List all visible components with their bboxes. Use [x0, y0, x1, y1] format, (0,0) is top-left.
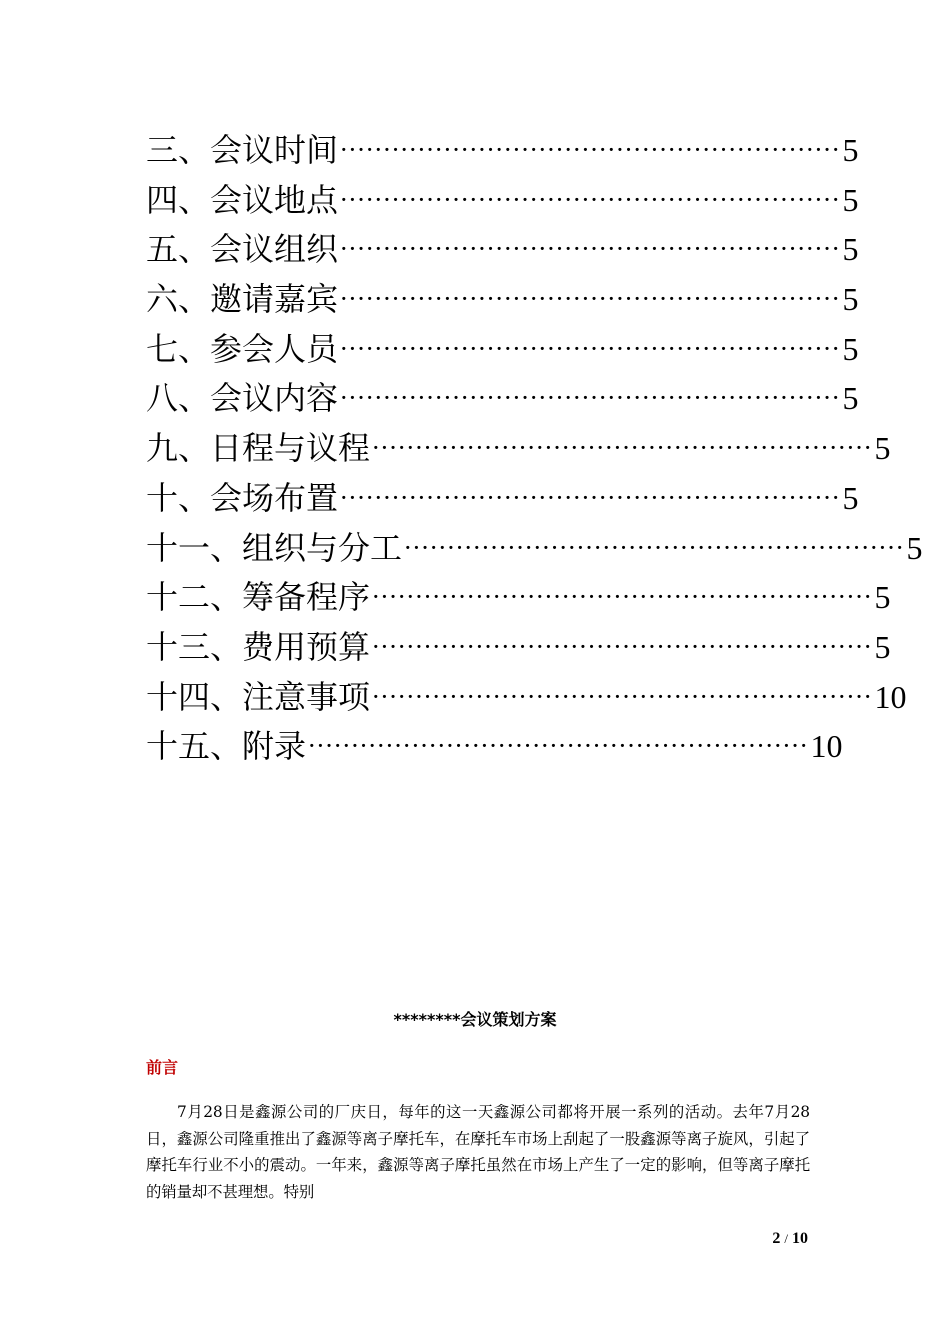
toc-entry-page: 5: [906, 529, 923, 566]
toc-dot-leader: ··························································: [340, 235, 841, 264]
toc-entry-label: 十四、注意事项: [146, 677, 371, 716]
total-page-count: 10: [792, 1230, 808, 1247]
toc-entry-label: 十、会场布置: [146, 478, 339, 517]
toc-entry-label: 七、参会人员: [146, 329, 339, 368]
toc-dot-leader: ··························································: [372, 434, 873, 463]
toc-dot-leader: ··························································: [308, 732, 809, 761]
toc-entry-label: 九、日程与议程: [146, 429, 371, 468]
document-title: ********会议策划方案: [393, 1010, 557, 1029]
toc-entry-page: 10: [874, 678, 907, 715]
page-separator: /: [784, 1231, 788, 1246]
toc-dot-leader: ··························································: [340, 334, 841, 363]
toc-entry[interactable]: [146, 325, 859, 375]
toc-entry[interactable]: [146, 176, 859, 226]
toc-entry-label: 八、会议内容: [146, 379, 339, 418]
toc-entry[interactable]: [146, 474, 859, 524]
toc-entry-page: 5: [842, 181, 859, 218]
toc-entry-label: 四、会议地点: [146, 180, 339, 219]
table-of-contents: [146, 126, 923, 772]
body-paragraph: 7月28日是鑫源公司的厂庆日，每年的这一天鑫源公司都将开展一系列的活动。去年7月28日，鑫源公司隆重推出了鑫源等离子摩托车，在摩托车市场上刮起了一股鑫源等离子旋风，引起了摩托车行业不小的震动。一年来，鑫源等离子摩托虽然在市场上产生了一定的影响，但等离子摩托的销量却不甚理想。特别: [146, 1103, 810, 1201]
toc-entry[interactable]: [146, 374, 859, 424]
toc-dot-leader: ··························································: [404, 533, 905, 562]
toc-entry-label: 六、邀请嘉宾: [146, 280, 339, 319]
toc-entry-page: 5: [842, 132, 859, 168]
toc-entry-label: 五、会议组织: [146, 230, 339, 269]
toc-entry[interactable]: [146, 424, 891, 474]
toc-entry-page: 5: [874, 628, 891, 665]
toc-dot-leader: ··························································: [372, 583, 873, 612]
toc-dot-leader: ··························································: [340, 483, 841, 512]
toc-entry-page: 5: [842, 380, 859, 417]
toc-entry-page: 5: [842, 479, 859, 516]
toc-entry[interactable]: [146, 275, 859, 325]
toc-entry-label: 十一、组织与分工: [146, 528, 403, 567]
toc-dot-leader: ··························································: [372, 632, 873, 661]
toc-entry-page: 5: [842, 281, 859, 318]
toc-entry[interactable]: [146, 573, 891, 623]
toc-dot-leader: ··························································: [340, 185, 841, 214]
toc-entry-page: 5: [874, 579, 891, 616]
toc-entry-page: 10: [810, 728, 843, 765]
toc-entry[interactable]: [146, 673, 907, 723]
toc-entry[interactable]: [146, 225, 859, 275]
toc-dot-leader: ··························································: [340, 384, 841, 413]
toc-entry-page: 5: [842, 231, 859, 268]
toc-entry-page: 5: [874, 430, 891, 467]
toc-entry-label: 十二、筹备程序: [146, 578, 371, 617]
toc-entry-label: 三、会议时间: [146, 131, 339, 169]
section-heading-preface: 前言: [146, 1058, 179, 1077]
toc-dot-leader: ··························································: [372, 682, 873, 711]
current-page-number: 2: [772, 1230, 781, 1247]
toc-entry[interactable]: [146, 524, 923, 574]
toc-entry[interactable]: [146, 722, 843, 772]
toc-entry-label: 十三、费用预算: [146, 627, 371, 666]
page-number-footer: [772, 1226, 808, 1252]
toc-dot-leader: ··························································: [340, 136, 841, 164]
toc-entry-page: 5: [842, 330, 859, 367]
toc-dot-leader: ··························································: [340, 285, 841, 314]
toc-entry[interactable]: [146, 126, 859, 176]
toc-entry[interactable]: [146, 623, 891, 673]
toc-entry-label: 十五、附录: [146, 727, 307, 766]
